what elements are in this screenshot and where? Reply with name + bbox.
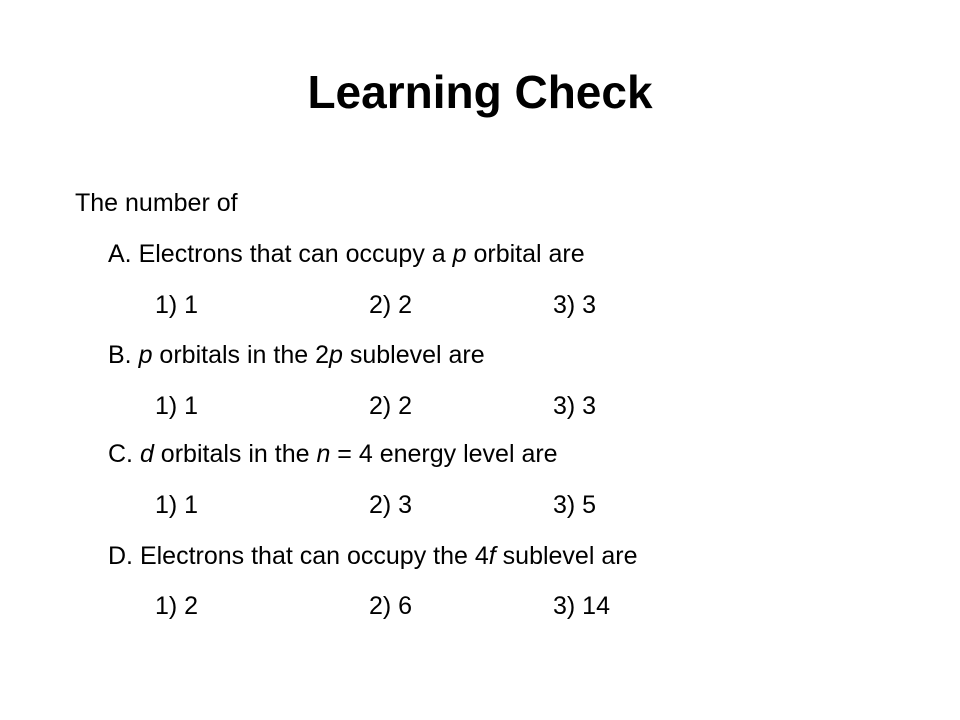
- question-b-option-1: 1) 1: [155, 392, 199, 420]
- question-d-middle: sublevel are: [495, 542, 638, 570]
- question-c-prefix: C.: [108, 440, 140, 468]
- question-b-suffix: sublevel are: [342, 341, 485, 369]
- question-d-option-1: 1) 2: [155, 592, 199, 620]
- question-d-option-3: 3) 14: [553, 592, 610, 620]
- question-b-prefix: B.: [108, 341, 139, 369]
- question-b-option-3: 3) 3: [553, 392, 597, 420]
- intro-text: The number of: [75, 189, 238, 217]
- question-b-italic-2: p: [328, 341, 343, 369]
- question-a-prefix: A. Electrons that can occupy a: [108, 240, 453, 268]
- question-c-option-3: 3) 5: [553, 491, 597, 519]
- question-c-option-1: 1) 1: [155, 491, 199, 519]
- question-a: [108, 238, 585, 270]
- question-b-italic-1: p: [138, 341, 153, 369]
- question-c-middle: orbitals in the: [153, 440, 317, 468]
- question-a-middle: orbital are: [466, 240, 585, 268]
- question-d-italic-1: f: [488, 542, 496, 570]
- question-d-prefix: D. Electrons that can occupy the 4: [108, 542, 489, 570]
- question-a-option-3: 3) 3: [553, 291, 597, 319]
- question-a-option-1: 1) 1: [155, 291, 199, 319]
- question-c-italic-2: n: [316, 440, 331, 468]
- question-c: [108, 438, 558, 470]
- question-a-option-2: 2) 2: [369, 291, 413, 319]
- question-d-option-2: 2) 6: [369, 592, 413, 620]
- question-c-option-2: 2) 3: [369, 491, 413, 519]
- question-d: [108, 540, 637, 572]
- question-b-option-2: 2) 2: [369, 392, 413, 420]
- question-b: [108, 339, 485, 371]
- question-b-middle: orbitals in the 2: [152, 341, 329, 369]
- question-c-italic-1: d: [139, 440, 154, 468]
- slide-title: Learning Check: [307, 66, 653, 118]
- question-c-suffix: = 4 energy level are: [330, 440, 558, 468]
- question-a-italic-1: p: [452, 240, 467, 268]
